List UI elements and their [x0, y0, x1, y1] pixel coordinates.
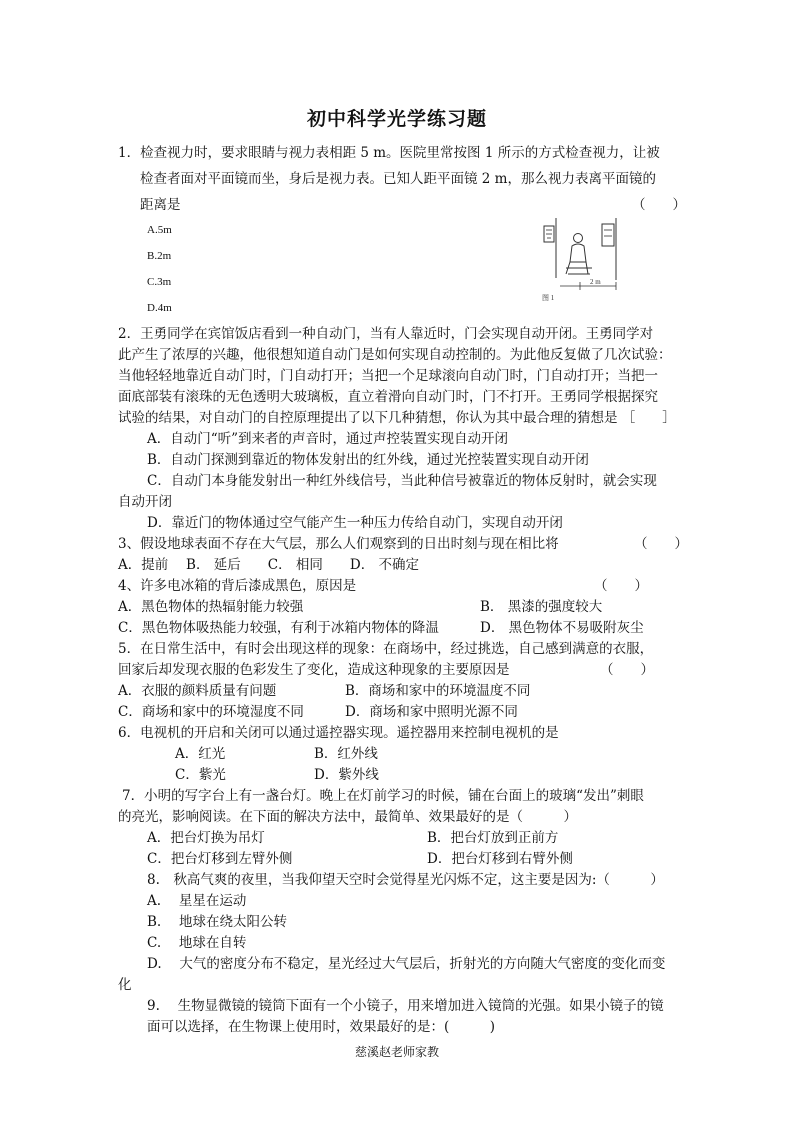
q2-option-a: A．自动门“听”到来者的声音时，通过声控装置实现自动开闭 [147, 431, 509, 447]
q1-option-c: C.3m [147, 276, 172, 288]
page-title: 初中科学光学练习题 [306, 108, 487, 130]
q1-line-1: 1．检查视力时，要求眼睛与视力表相距 5 m。医院里常按图 1 所示的方式检查视力，让被 [118, 145, 660, 161]
q8-stem: 8. 秋高气爽的夜里，当我仰望天空时会觉得星光闪烁不定，这主要是因为:（ ） [147, 872, 664, 888]
q2-option-c-cont: 自动开闭 [118, 494, 172, 510]
q2-option-c: C．自动门本身能发射出一种红外线信号，当此种信号被靠近的物体反射时，就会实现 [147, 473, 657, 489]
q6-stem: 6．电视机的开启和关闭可以通过遥控器实现。遥控器用来控制电视机的是 [118, 725, 559, 741]
q7-line-1: 7．小明的写字台上有一盏台灯。晚上在灯前学习的时候，铺在台面上的玻璃“发出”刺眼 [122, 788, 644, 804]
q4-stem: 4、许多电冰箱的背后漆成黑色，原因是 [118, 578, 357, 594]
q5-line-1: 5．在日常生活中，有时会出现这样的现象：在商场中，经过挑选，自己感到满意的衣服， [118, 641, 654, 657]
q2-line-4: 面底部装有滚珠的无色透明大玻璃板，直立着滑向自动门时，门不打开。王勇同学根据探究 [118, 389, 658, 405]
figure-dimension-label: 2 m [590, 278, 601, 286]
q4-option-d: D． 黑色物体不易吸附灰尘 [480, 620, 644, 636]
q1-answer-bracket: （ ） [632, 197, 686, 213]
q8-option-b: B. 地球在绕太阳公转 [147, 914, 288, 930]
q6-option-a: A．红光 [175, 746, 226, 762]
q7-line-2: 的亮光，影响阅读。在下面的解决方法中，最简单、效果最好的是（ ） [118, 809, 577, 825]
q8-option-a: A. 星星在运动 [147, 893, 247, 909]
q7-option-a: A．把台灯换为吊灯 [147, 830, 265, 846]
q6-option-b: B．红外线 [314, 746, 378, 762]
q9-line-1: 9. 生物显微镜的镜筒下面有一个小镜子，用来增加进入镜筒的光强。如果小镜子的镜 [147, 998, 664, 1014]
q6-option-c: C．紫光 [175, 767, 226, 783]
q4-option-c: C．黑色物体吸热能力较强，有利于冰箱内物体的降温 [118, 620, 439, 636]
q1-line-3: 距离是 [140, 197, 181, 213]
q3-options: A．提前 B． 延后 C． 相同 D． 不确定 [118, 557, 419, 573]
q1-line-2: 检查者面对平面镜而坐，身后是视力表。已知人距平面镜 2 m，那么视力表离平面镜的 [140, 171, 656, 187]
q5-option-d: D．商场和家中照明光源不同 [345, 704, 518, 720]
q3-stem: 3、假设地球表面不存在大气层，那么人们观察到的日出时刻与现在相比将 [118, 536, 559, 552]
q8-option-c: C. 地球在自转 [147, 935, 247, 951]
q3-answer-bracket: （ ） [634, 536, 688, 552]
q7-option-d: D．把台灯移到右臂外侧 [427, 851, 573, 867]
q5-option-c: C．商场和家中的环境湿度不同 [118, 704, 304, 720]
q4-option-b: B． 黑漆的强度较大 [480, 599, 603, 615]
q2-line-2: 此产生了浓厚的兴趣，他很想知道自动门是如何实现自动控制的。为此他反复做了几次试验： [118, 347, 672, 363]
q1-option-d: D.4m [147, 302, 172, 314]
q2-option-b: B．自动门探测到靠近的物体发射出的红外线，通过光控装置实现自动开闭 [147, 452, 589, 468]
q1-option-a: A.5m [147, 224, 172, 236]
q7-option-c: C．把台灯移到左臂外侧 [147, 851, 293, 867]
q5-line-2: 回家后却发现衣服的色彩发生了变化，造成这种现象的主要原因是 [118, 662, 510, 678]
q8-option-d: D. 大气的密度分布不稳定，星光经过大气层后，折射光的方向随大气密度的变化而变 [147, 956, 666, 972]
q5-answer-bracket: （ ） [600, 662, 654, 678]
figure-caption: 图 1 [542, 294, 555, 302]
q1-option-b: B.2m [147, 250, 172, 262]
page-footer: 慈溪赵老师家教 [354, 1045, 439, 1059]
q8-option-d-cont: 化 [118, 977, 132, 993]
q4-answer-bracket: （ ） [594, 578, 648, 594]
q5-option-b: B．商场和家中的环境温度不同 [345, 683, 531, 699]
q2-line-1: 2．王勇同学在宾馆饭店看到一种自动门，当有人靠近时，门会实现自动开闭。王勇同学对 [118, 326, 654, 342]
q4-option-a: A．黑色物体的热辐射能力较强 [118, 599, 304, 615]
q2-line-3: 当他轻轻地靠近自动门时，门自动打开；当把一个足球滚向自动门时，门自动打开；当把一 [118, 368, 658, 384]
q7-option-b: B．把台灯放到正前方 [427, 830, 559, 846]
q2-line-5: 试验的结果，对自动门的自控原理提出了以下几种猜想，你认为其中最合理的猜想是 ［ ］ [118, 410, 676, 426]
q2-option-d: D．靠近门的物体通过空气能产生一种压力传给自动门，实现自动开闭 [147, 515, 563, 531]
eye-test-figure [540, 208, 640, 308]
q6-option-d: D．紫外线 [314, 767, 379, 783]
q9-line-2: 面可以选择，在生物课上使用时，效果最好的是：( ) [147, 1019, 496, 1035]
q5-option-a: A．衣服的颜料质量有问题 [118, 683, 277, 699]
